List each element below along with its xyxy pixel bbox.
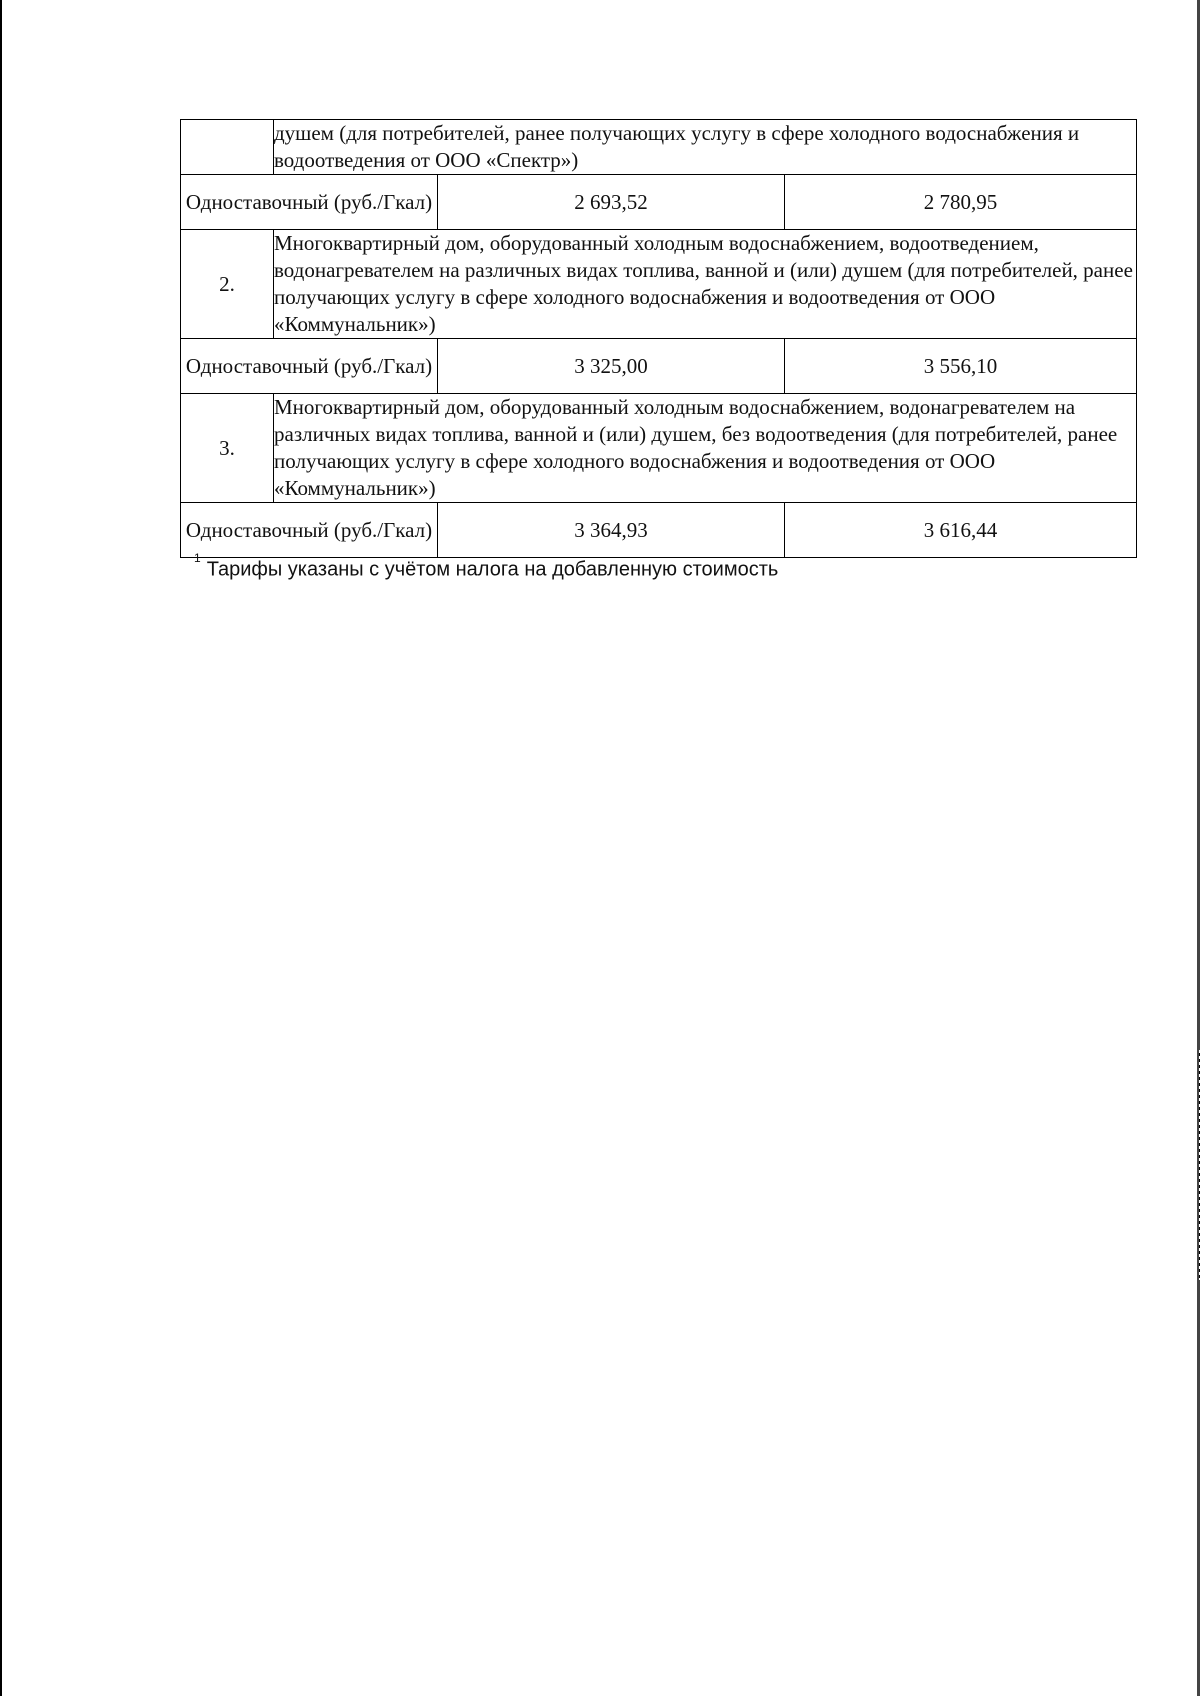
row-number (181, 120, 274, 175)
tariff-value-period-1: 2 693,52 (438, 175, 785, 230)
footnote-text: Тарифы указаны с учётом налога на добавленную стоимость (206, 558, 779, 581)
tariff-value-period-1: 3 325,00 (438, 339, 785, 394)
scan-left-edge (0, 0, 2, 1696)
tariff-value-period-2: 3 556,10 (785, 339, 1137, 394)
table-row (181, 339, 1137, 394)
table-row (181, 120, 1137, 175)
rate-type-label: Одноставочный (руб./Гкал) (181, 339, 438, 394)
table-row (181, 175, 1137, 230)
table-row (181, 394, 1137, 503)
tariff-value-period-2: 3 616,44 (785, 503, 1137, 558)
table-row (181, 230, 1137, 339)
rate-type-label: Одноставочный (руб./Гкал) (181, 503, 438, 558)
footnote-marker: 1 (194, 551, 201, 565)
rate-type-label: Одноставочный (руб./Гкал) (181, 175, 438, 230)
tariff-value-period-2: 2 780,95 (785, 175, 1137, 230)
consumer-category-description: душем (для потребителей, ранее получающих услугу в сфере холодного водоснабжения и водоотведения от ООО «Спектр») (274, 120, 1137, 175)
tariff-table (180, 119, 1137, 558)
row-number: 2. (181, 230, 274, 339)
row-number: 3. (181, 394, 274, 503)
table-row (181, 503, 1137, 558)
tariff-value-period-1: 3 364,93 (438, 503, 785, 558)
footnote (194, 551, 779, 582)
consumer-category-description: Многоквартирный дом, оборудованный холодным водоснабжением, водонагревателем на различных видах топлива, ванной и (или) душем, без водоотведения (для потребителей, ранее получающих услугу в сфере холодного водоснабжения и водоотведения от ООО «Коммунальник») (274, 394, 1137, 503)
consumer-category-description: Многоквартирный дом, оборудованный холодным водоснабжением, водоотведением, водонагревателем на различных видах топлива, ванной и (или) душем (для потребителей, ранее получающих услугу в сфере холодного водоснабжения и водоотведения от ООО «Коммунальник») (274, 230, 1137, 339)
